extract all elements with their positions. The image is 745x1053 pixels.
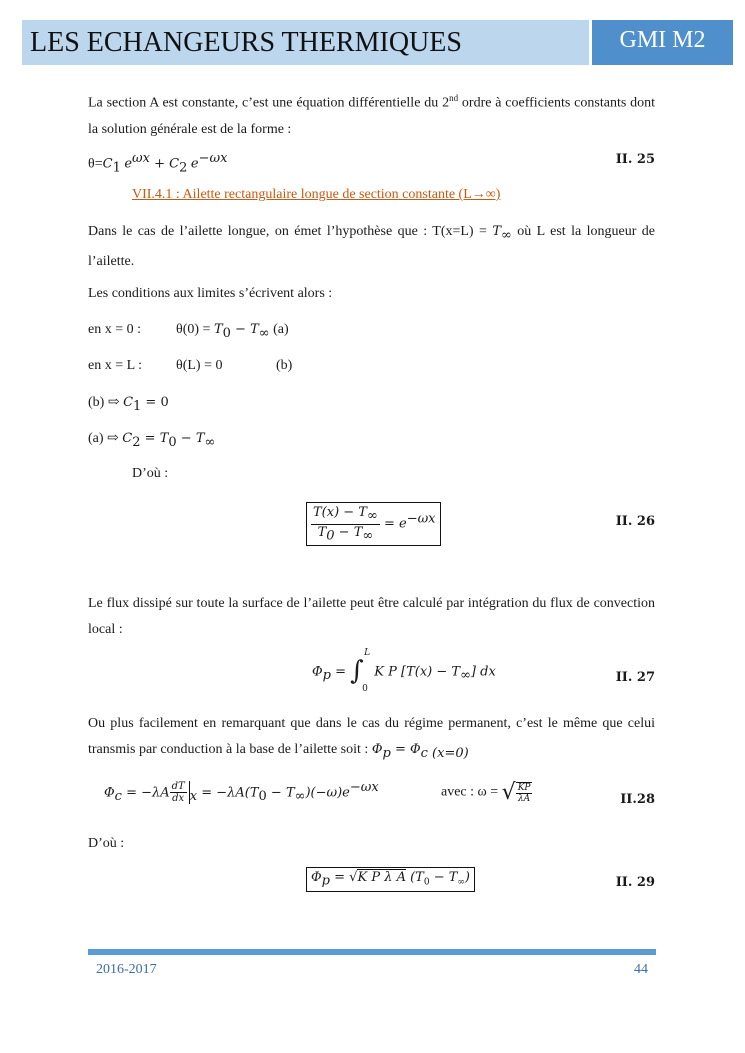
equation-number-28: II.28 xyxy=(620,792,655,807)
dou-label-1: D’où : xyxy=(132,466,169,481)
equation-number-25: II. 25 xyxy=(615,152,655,167)
equation-number-27: II. 27 xyxy=(615,670,655,685)
paragraph-flux: Le flux dissipé sur toute la surface de l’ailette peut être calculé par intégration du flux de convection local : xyxy=(88,596,655,637)
equation-28: $\Phi_c = -\lambda A$ $\frac{dT}{dx}$ $_x = -\lambda A(T_0 - T_\infty)(-\omega)e^{-\omega x}$ xyxy=(104,780,379,805)
footer-years: 2016-2017 xyxy=(96,962,157,977)
omega-definition: avec : ω = √ $\frac{KP}{\lambda A}$ xyxy=(441,780,531,805)
header-tag: GMI M2 xyxy=(592,20,733,65)
dou-label-2: D’où : xyxy=(88,836,125,851)
equation-number-26: II. 26 xyxy=(615,514,655,529)
paragraph-hypothesis: Dans le cas de l’ailette longue, on émet l’hypothèse que : $T(x=L) = T_\infty$ où L est la longueur de l’ailette. xyxy=(88,224,656,269)
header-title: LES ECHANGEURS THERMIQUES xyxy=(22,20,589,65)
equation-25: $\theta=C_1$ $e^{\omega x} + C_2$ $e^{-\omega x}$ xyxy=(88,151,228,176)
result-b: (b) ⇨ $C_1 = 0$ xyxy=(88,395,169,414)
section-heading-link[interactable]: VII.4.1 : Ailette rectangulaire longue de section constante (L→∞) xyxy=(132,187,501,202)
paragraph-conduction: Ou plus facilement en remarquant que dans le cas du régime permanent, c’est le même que celui transmis par conduction à la base de l’ailette soit : $\Phi_p = \Phi_c$ $_{(x=0)}$ xyxy=(88,716,655,761)
equation-27: $\Phi_p$ = ∫ L 0 K P $[T(x) - T_\infty]$ dx xyxy=(312,648,496,694)
footer-bar xyxy=(88,949,656,955)
page-number: 44 xyxy=(634,962,648,977)
equation-29-box: $\Phi_p = √K$ P λ A $(T_0 - T_\infty)$ xyxy=(306,867,475,892)
paragraph-intro: La section A est constante, c’est une équation différentielle du 2nd ordre à coefficients constants dont la solution générale est de la forme : xyxy=(88,93,656,137)
condition-b: en x = L : θ(L) = 0 (b) xyxy=(88,358,293,373)
equation-26-box: $\frac{T(x) - T_\infty}{T_0 - T_\infty}$ = $e^{-\omega x}$ xyxy=(306,502,441,546)
result-a: (a) ⇨ $C_2 = T_0 - T_\infty$ xyxy=(88,431,216,450)
condition-a: en x = 0 : $\theta(0) = T_0 - T_\infty$ (a) xyxy=(88,322,289,341)
paragraph-conditions: Les conditions aux limites s’écrivent alors : xyxy=(88,286,333,301)
equation-number-29: II. 29 xyxy=(615,875,655,890)
